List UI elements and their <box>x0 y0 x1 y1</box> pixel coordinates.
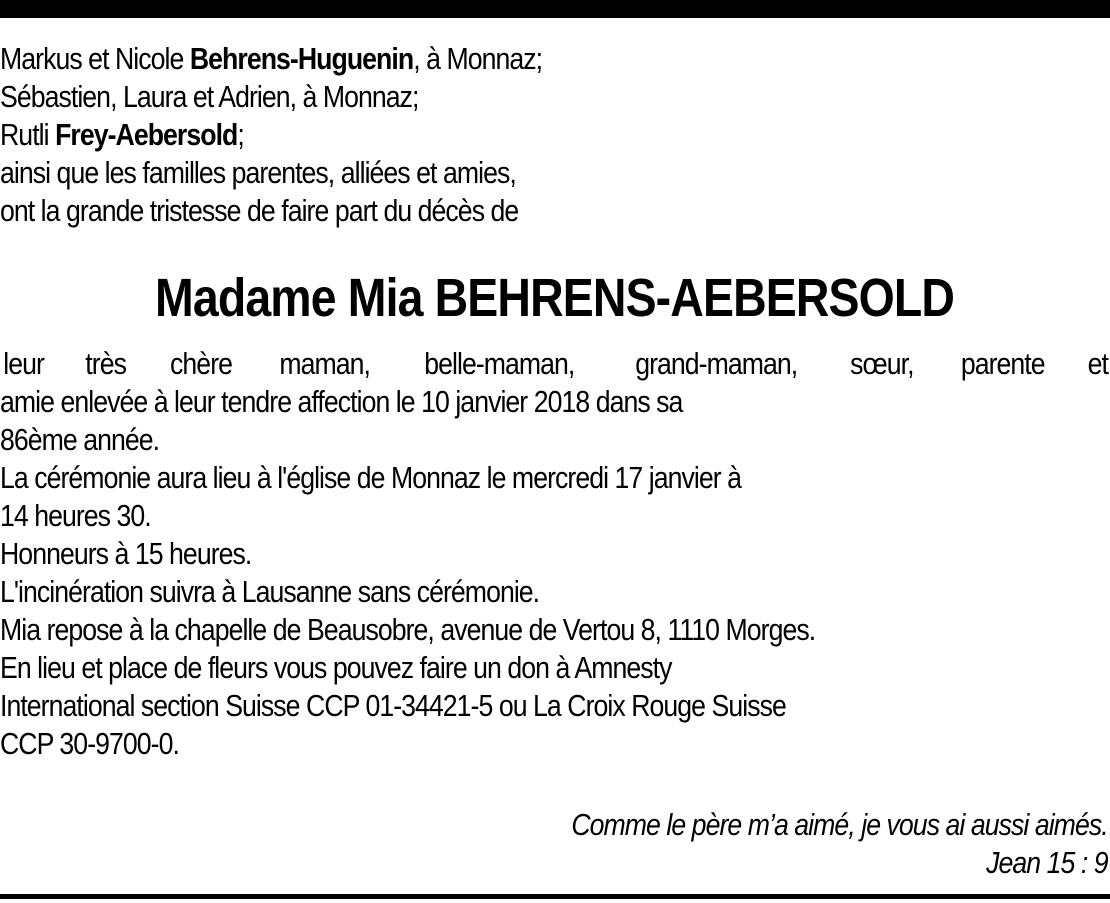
body-line: CCP 30-9700-0. <box>0 726 179 761</box>
body-line: La cérémonie aura lieu à l'église de Monnaz le mercredi 17 janvier à <box>0 460 742 495</box>
announcement-line-3-post: ; <box>237 117 244 152</box>
bible-verse <box>484 806 1108 882</box>
bottom-rule <box>0 894 1110 899</box>
body-line: amie enlevée à leur tendre affection le 10 janvier 2018 dans sa <box>0 384 683 419</box>
body-first-line-word: grand-maman, <box>634 346 797 381</box>
body-first-line-word: très <box>85 346 127 381</box>
obituary-body <box>0 345 1110 763</box>
body-line: Honneurs à 15 heures. <box>0 536 252 571</box>
body-first-line-word: belle-maman, <box>424 346 575 381</box>
body-line: Mia repose à la chapelle de Beausobre, avenue de Vertou 8, 1110 Morges. <box>0 612 816 647</box>
body-line: 86ème année. <box>0 422 160 457</box>
body-line: En lieu et place de fleurs vous pouvez faire un don à Amnesty <box>0 650 672 685</box>
announcement-line-3 <box>0 116 955 154</box>
body-first-line <box>0 345 1110 383</box>
announcement-line-3-pre: Rutli <box>0 117 56 152</box>
announcement-line-1-pre: Markus et Nicole <box>0 41 190 76</box>
verse-reference: Jean 15 : 9 <box>986 845 1108 880</box>
announcement-line-4: ainsi que les familles parentes, alliées et amies, <box>0 155 516 190</box>
announcement-line-1-post: , à Monnaz; <box>413 41 543 76</box>
body-first-line-word: sœur, <box>850 346 914 381</box>
body-line: L'incinération suivra à Lausanne sans cérémonie. <box>0 574 540 609</box>
body-line: 14 heures 30. <box>0 498 151 533</box>
announcement-line-5: ont la grande tristesse de faire part du décès de <box>0 193 519 228</box>
deceased-name-heading <box>0 262 1110 334</box>
family-announcement <box>0 40 1110 230</box>
body-lines <box>0 383 1110 763</box>
family-name-behrens-huguenin: Behrens-Huguenin <box>189 41 414 76</box>
body-first-line-word: chère <box>169 346 232 381</box>
body-line: International section Suisse CCP 01-34421-5 ou La Croix Rouge Suisse <box>0 688 786 723</box>
body-first-line-word: maman, <box>279 346 370 381</box>
family-name-frey-aebersold: Frey-Aebersold <box>55 117 238 152</box>
announcement-line-2: Sébastien, Laura et Adrien, à Monnaz; <box>0 79 419 114</box>
body-first-line-word: leur <box>3 346 44 381</box>
verse-quote: Comme le père m’a aimé, je vous ai aussi aimés. <box>571 807 1108 842</box>
body-first-line-word: parente <box>960 346 1045 381</box>
body-first-line-word: et <box>1087 346 1109 381</box>
deceased-name: Madame Mia BEHRENS-AEBERSOLD <box>155 268 955 328</box>
announcement-line-1 <box>0 40 955 78</box>
top-rule <box>0 0 1110 18</box>
